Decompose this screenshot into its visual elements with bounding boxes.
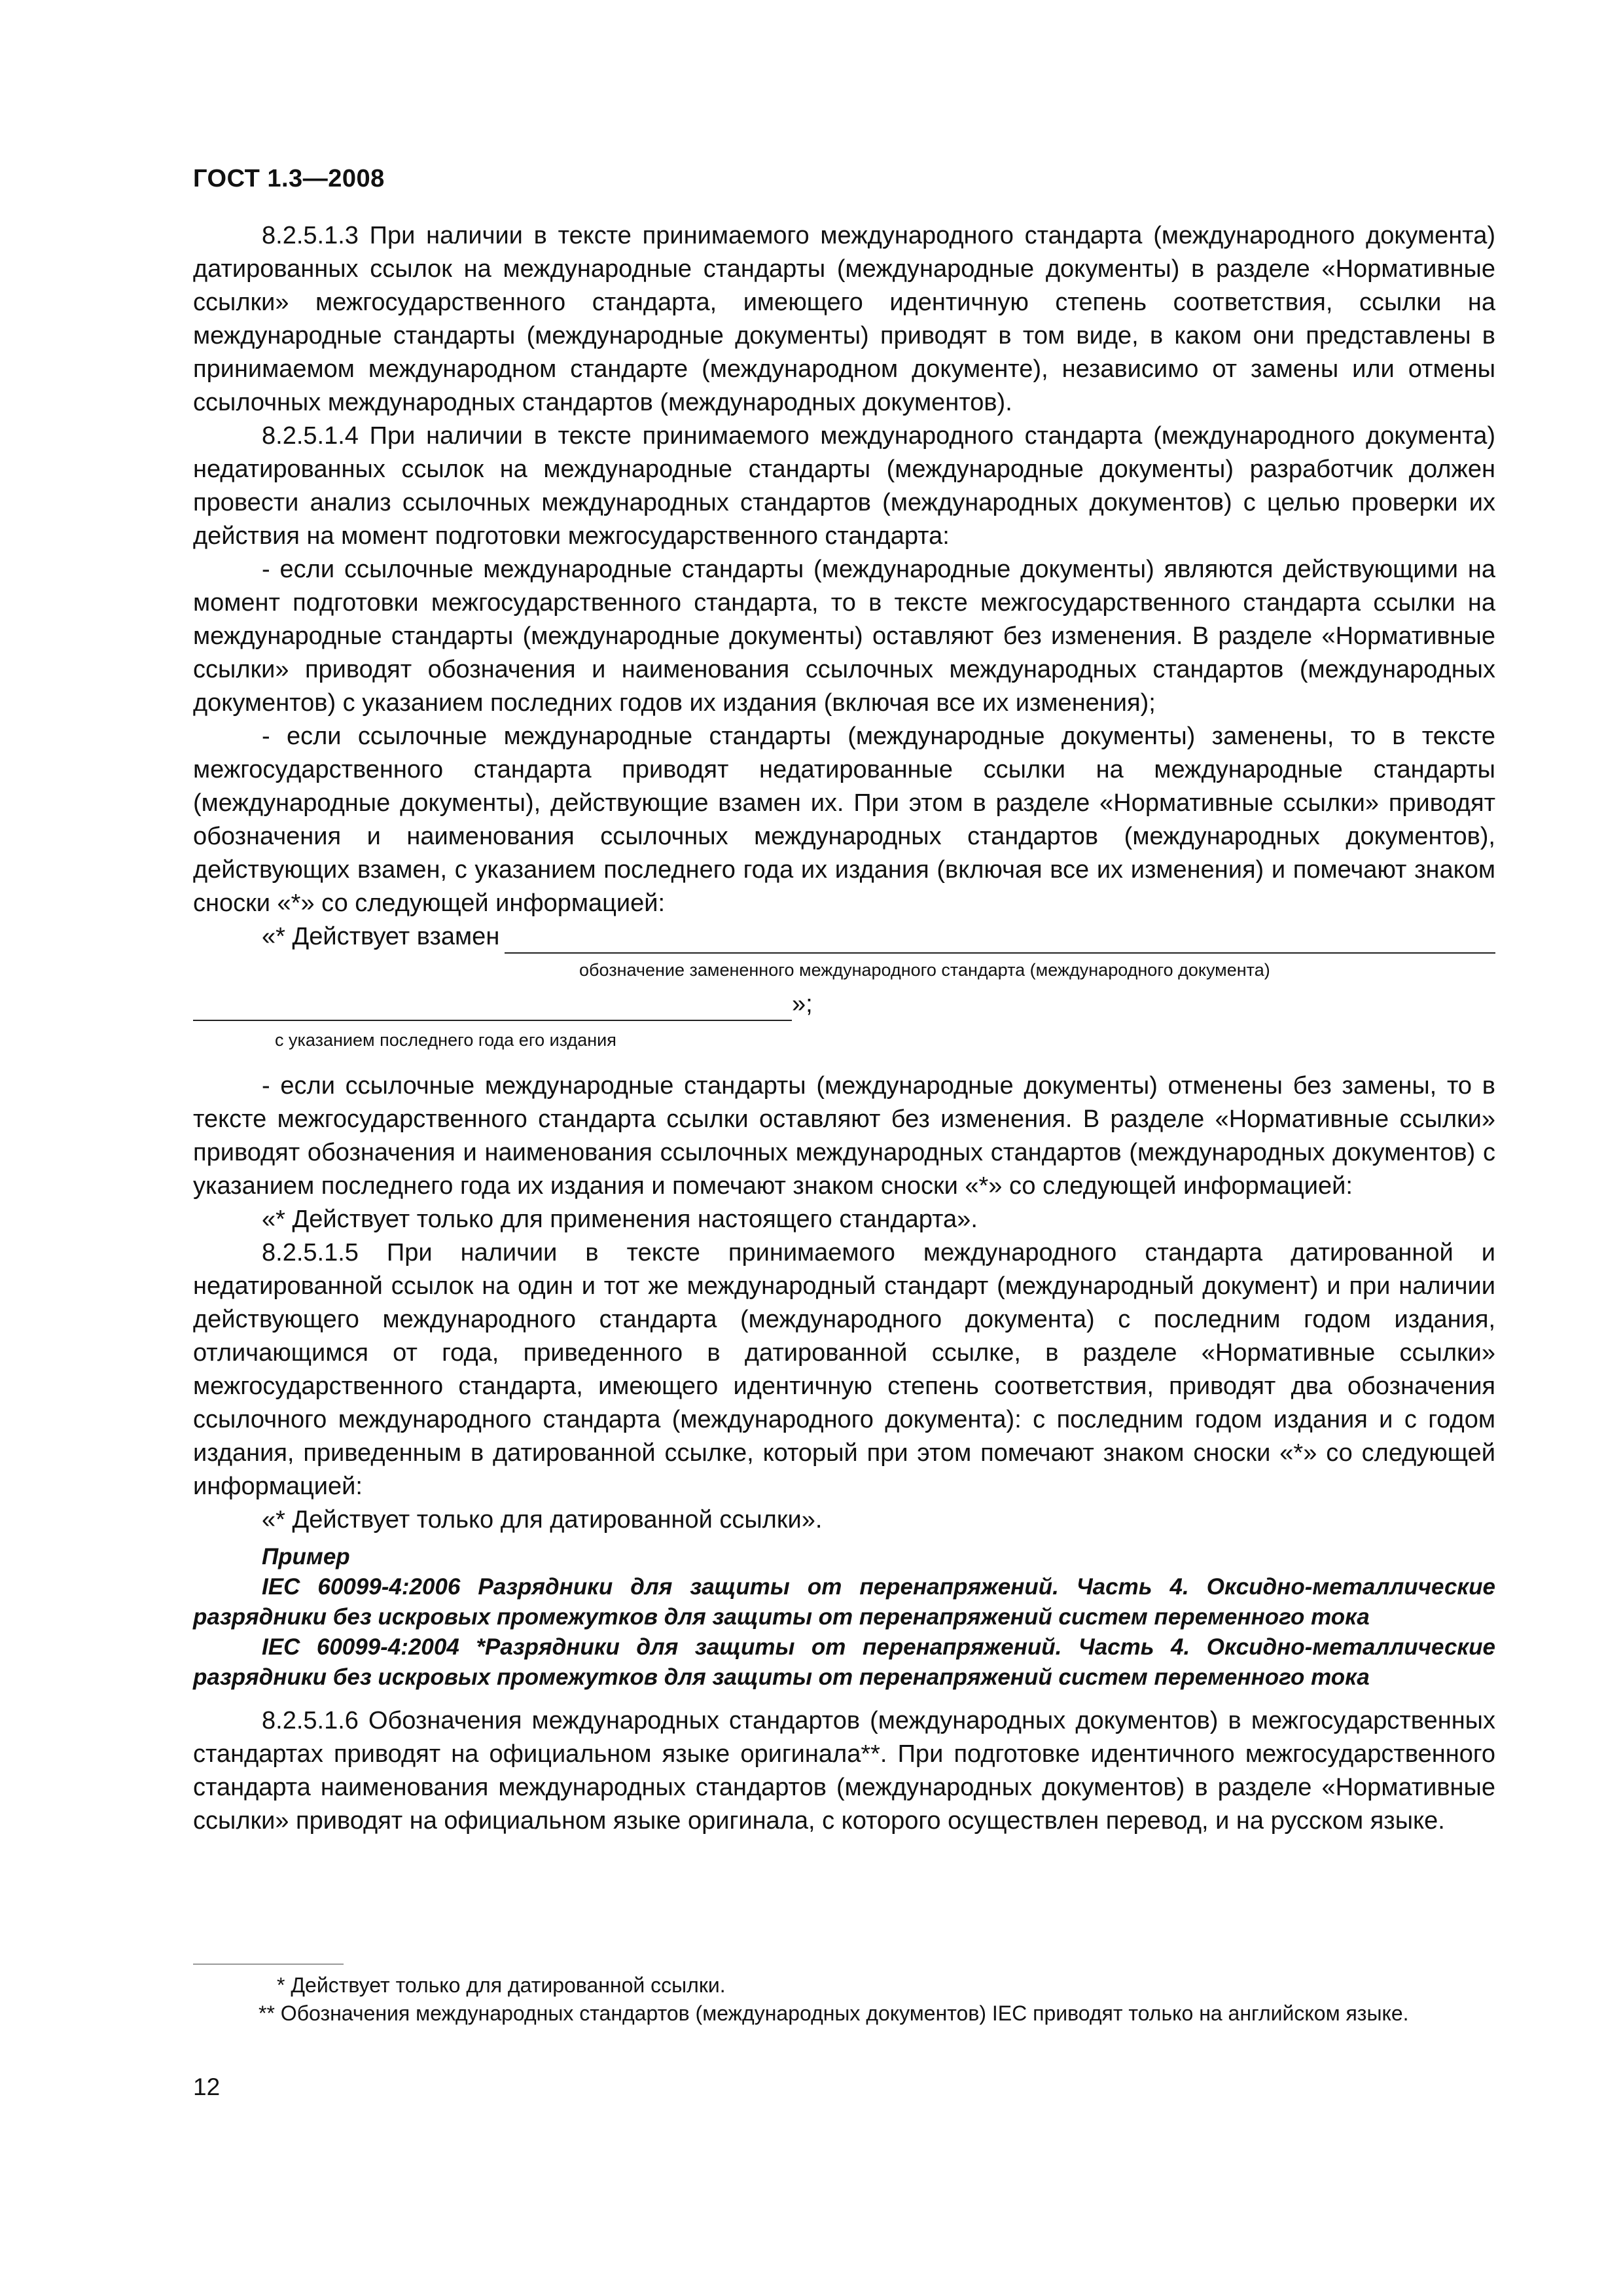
example-entry: IEC 60099-4:2006 Разрядники для защиты от перенапряжений. Часть 4. Оксидно-металлические разрядники без искровых промежутков для защиты от перенапряжений систем переменного тока <box>193 1574 1495 1630</box>
footnote-quote-dated: «* Действует только для датированной ссылки». <box>262 1506 823 1534</box>
paragraph-8-2-5-1-3: 8.2.5.1.3 При наличии в тексте принимаемого международного стандарта (международного документа) датированных ссылок на международные стандарты (международные документы) в разделе «Нормативные ссылки» межгосударственного стандарта, имеющего идентичную степень соответствия, ссылки на международные стандарты (международные документы) приводят в том виде, в каком они представлены в принимаемом международном стандарте (международном документе), независимо от замены или отмены ссылочных международных стандартов (международных документов). <box>193 222 1495 416</box>
footnote-double-star: ** Обозначения международных стандартов (международных документов) IEC приводят только на английском языке. <box>259 2001 1409 2025</box>
form-caption-designation: обозначение замененного международного стандарта (международного документа) <box>579 960 1270 980</box>
example-heading: Пример <box>262 1544 350 1570</box>
document-body <box>193 219 1495 1838</box>
blank-line <box>193 995 792 1021</box>
paragraph-8-2-5-1-5: 8.2.5.1.5 При наличии в тексте принимаемого международного стандарта датированной и недатированной ссылок на один и тот же международный стандарт (международный документ) и при наличии действующего международного стандарта (международного документа) с последним годом издания, отличающимся от года, приведенного в датированной ссылке, в разделе «Нормативные ссылки» межгосударственного стандарта, имеющего идентичную степень соответствия, приводят два обозначения ссылочного международного стандарта (международного документа): с последним годом издания и с годом издания, приведенным в датированной ссылке, который при этом помечают знаком сноски «*» со следующей информацией: <box>193 1239 1495 1500</box>
form-lead-text: «* Действует взамен <box>262 923 500 950</box>
list-item-replaced: - если ссылочные международные стандарты (международные документы) заменены, то в тексте межгосударственного стандарта приводят недатированные ссылки на международные стандарты (международные документы), действующие взамен их. При этом в разделе «Нормативные ссылки» приводят обозначения и наименования ссылочных международных стандартов (международных документов), действующих взамен, с указанием последнего года их издания (включая все их изменения) и помечают знаком сноски «*» со следующей информацией: <box>193 723 1495 917</box>
paragraph-8-2-5-1-6: 8.2.5.1.6 Обозначения международных стандартов (международных документов) в межгосударственных стандартах приводят на официальном языке оригинала**. При подготовке идентичного межгосударственного стандарта наименования международных стандартов (международных документов) в разделе «Нормативные ссылки» приводят на официальном языке оригинала, с которого осуществлен перевод, и на русском языке. <box>193 1707 1495 1835</box>
paragraph-8-2-5-1-4: 8.2.5.1.4 При наличии в тексте принимаемого международного стандарта (международного документа) недатированных ссылок на международные стандарты (международные документы) разработчик должен провести анализ ссылочных международных стандартов (международных документов) с целью проверки их действия на момент подготовки межгосударственного стандарта: <box>193 422 1495 550</box>
footnote-quote-application: «* Действует только для применения настоящего стандарта». <box>262 1206 978 1233</box>
form-line-replaced <box>262 920 1495 954</box>
form-line-year <box>193 988 1495 1021</box>
footnotes <box>193 1971 1495 2028</box>
page-number: 12 <box>193 2073 221 2100</box>
footnote-single-star: * Действует только для датированной ссылки. <box>277 1973 726 1997</box>
document-header: ГОСТ 1.3—2008 <box>193 165 385 192</box>
list-item-active: - если ссылочные международные стандарты (международные документы) являются действующими на момент подготовки межгосударственного стандарта, то в тексте межгосударственного стандарта ссылки на международные стандарты (международные документы) оставляют без изменения. В разделе «Нормативные ссылки» приводят обозначения и наименования ссылочных международных стандартов (международных документов) с указанием последних годов их издания (включая все их изменения); <box>193 556 1495 717</box>
blank-line <box>505 927 1495 954</box>
footnote-divider <box>193 1964 344 1965</box>
form-caption-year: с указанием последнего года его издания <box>275 1030 616 1050</box>
example-entry: IEC 60099-4:2004 *Разрядники для защиты от перенапряжений. Часть 4. Оксидно-металлические разрядники без искровых промежутков для защиты от перенапряжений систем переменного тока <box>193 1634 1495 1690</box>
form-tail-text: »; <box>792 990 813 1018</box>
list-item-cancelled: - если ссылочные международные стандарты (международные документы) отменены без замены, то в тексте межгосударственного стандарта ссылки оставляют без изменения. В разделе «Нормативные ссылки» приводят обозначения и наименования ссылочных международных стандартов (международных документов) с указанием последнего года их издания и помечают знаком сноски «*» со следующей информацией: <box>193 1072 1495 1200</box>
